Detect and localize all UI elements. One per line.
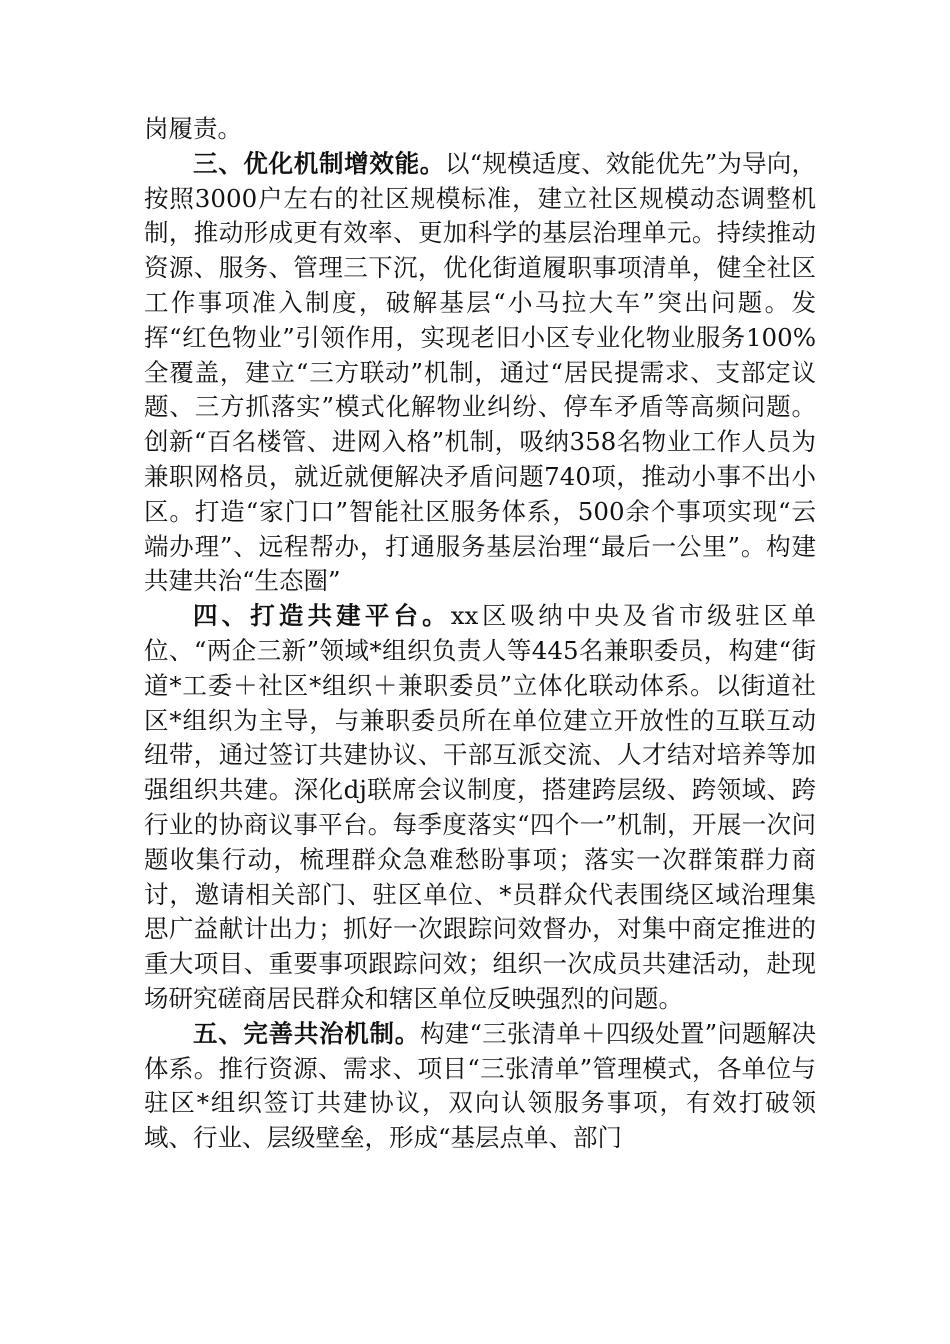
document-page [144,112,816,1156]
section-heading: 三、优化机制增效能。 [193,148,445,178]
paragraph-body: xx区吸纳中央及省市级驻区单位、“两企三新”领域*组织负责人等445名兼职委员，构建“街道*工委＋社区*组织＋兼职委员”立体化联动体系。以街道社区*组织为主导，与兼职委员所在单位建立开放性的互联互动纽带，通过签订共建协议、干部互派交流、人才结对培养等加强组织共建。深化dj联席会议制度，搭建跨层级、跨领域、跨行业的协商议事平台。每季度落实“四个一”机制，开展一次问题收集行动，梳理群众急难愁盼事项；落实一次群策群力商讨，邀请相关部门、驻区单位、*员群众代表围绕区域治理集思广益献计出力；抓好一次跟踪问效督办，对集中商定推进的重大项目、重要事项跟踪问效；组织一次成员共建活动，赴现场研究磋商居民群众和辖区单位反映强烈的问题。 [144,601,817,1013]
paragraph-body: 构建“三张清单＋四级处置”问题解决体系。推行资源、需求、项目“三张清单”管理模式，各单位与驻区*组织签订共建协议，双向认领服务事项，有效打破领域、行业、层级壁垒，形成“基层点单、部门 [144,1018,816,1153]
paragraph-section-4 [144,599,816,1017]
paragraph-body: 岗履责。 [144,114,242,143]
paragraph-section-5 [144,1017,816,1156]
paragraph-body: 以“规模适度、效能优先”为导向，按照3000户左右的社区规模标准，建立社区规模动态调整机制，推动形成更有效率、更加科学的基层治理单元。持续推动资源、服务、管理三下沉，优化街道履职事项清单，健全社区工作事项准入制度，破解基层“小马拉大车”突出问题。发挥“红色物业”引领作用，实现老旧小区专业化物业服务100%全覆盖，建立“三方联动”机制，通过“居民提需求、支部定议题、三方抓落实”模式化解物业纠纷、停车矛盾等高频问题。创新“百名楼管、进网入格”机制，吸纳358名物业工作人员为兼职网格员，就近就便解决矛盾问题740项，推动小事不出小区。打造“家门口”智能社区服务体系，500余个事项实现“云端办理”、远程帮办，打通服务基层治理“最后一公里”。构建共建共治“生态圈” [144,148,816,596]
paragraph-section-3 [144,147,816,599]
section-heading: 五、完善共治机制。 [193,1018,420,1048]
section-heading: 四、打造共建平台。 [193,601,451,631]
paragraph-continuation [144,112,816,147]
